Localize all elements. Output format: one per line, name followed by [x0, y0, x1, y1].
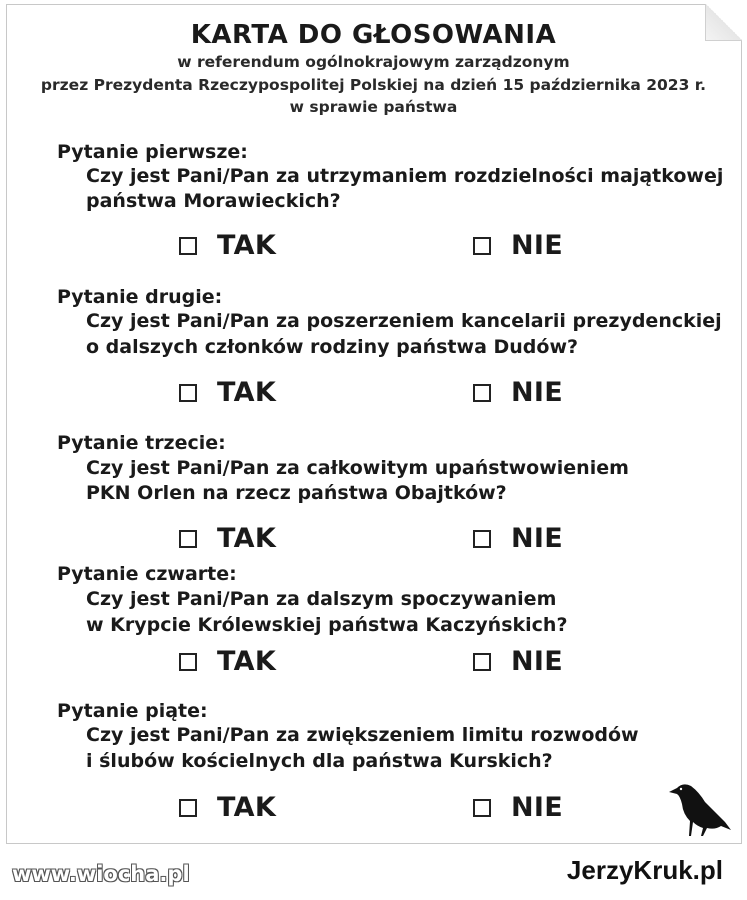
- no-label: NIE: [511, 230, 563, 261]
- question-1-yes-option[interactable]: [179, 230, 276, 261]
- checkbox-icon[interactable]: [179, 237, 197, 255]
- ballot-subtitle-line3: w sprawie państwa: [289, 98, 458, 116]
- question-4-text-line1: Czy jest Pani/Pan za dalszym spoczywaniem: [86, 588, 557, 610]
- checkbox-icon[interactable]: [179, 799, 197, 817]
- question-1-no-option[interactable]: [473, 230, 563, 261]
- question-3-yes-option[interactable]: [179, 523, 276, 554]
- no-label: NIE: [511, 523, 563, 554]
- question-5-no-option[interactable]: [473, 792, 563, 823]
- checkbox-icon[interactable]: [179, 530, 197, 548]
- question-2-text-line1: Czy jest Pani/Pan za poszerzeniem kancelarii prezydenckiej: [86, 310, 722, 332]
- question-5-label: Pytanie piąte:: [57, 700, 208, 722]
- question-3-label: Pytanie trzecie:: [57, 432, 226, 454]
- checkbox-icon[interactable]: [179, 653, 197, 671]
- question-3-text-line2: PKN Orlen na rzecz państwa Obajtków?: [86, 482, 507, 504]
- question-5-text-line1: Czy jest Pani/Pan za zwiększeniem limitu rozwodów: [86, 724, 639, 746]
- question-4-label: Pytanie czwarte:: [57, 563, 237, 585]
- yes-label: TAK: [217, 377, 277, 408]
- question-4-text-line2: w Krypcie Królewskiej państwa Kaczyńskich?: [86, 614, 568, 636]
- no-label: NIE: [511, 377, 563, 408]
- question-1-text-line2: państwa Morawieckich?: [86, 190, 341, 212]
- checkbox-icon[interactable]: [179, 384, 197, 402]
- checkbox-icon[interactable]: [473, 384, 491, 402]
- ballot-subtitle-line1: w referendum ogólnokrajowym zarządzonym: [177, 53, 570, 71]
- question-3-no-option[interactable]: [473, 523, 563, 554]
- question-2-no-option[interactable]: [473, 377, 563, 408]
- question-4-no-option[interactable]: [473, 646, 563, 677]
- crow-icon: [663, 778, 733, 840]
- watermark-wiocha: www.wiocha.pl: [12, 862, 190, 886]
- question-3-text-line1: Czy jest Pani/Pan za całkowitym upaństwowieniem: [86, 457, 629, 479]
- ballot-title: KARTA DO GŁOSOWANIA: [190, 20, 557, 50]
- no-label: NIE: [511, 792, 563, 823]
- question-5-yes-option[interactable]: [179, 792, 276, 823]
- no-label: NIE: [511, 646, 563, 677]
- question-1-label: Pytanie pierwsze:: [57, 141, 248, 163]
- yes-label: TAK: [217, 230, 277, 261]
- checkbox-icon[interactable]: [473, 799, 491, 817]
- checkbox-icon[interactable]: [473, 237, 491, 255]
- yes-label: TAK: [217, 646, 277, 677]
- yes-label: TAK: [217, 523, 277, 554]
- watermark-jerzykruk: JerzyKruk.pl: [566, 855, 723, 885]
- question-4-yes-option[interactable]: [179, 646, 276, 677]
- yes-label: TAK: [217, 792, 277, 823]
- ballot-subtitle-line2: przez Prezydenta Rzeczypospolitej Polskiej na dzień 15 października 2023 r.: [40, 76, 707, 94]
- question-1-text-line1: Czy jest Pani/Pan za utrzymaniem rozdzielności majątkowej: [86, 165, 724, 187]
- checkbox-icon[interactable]: [473, 530, 491, 548]
- question-2-label: Pytanie drugie:: [57, 286, 223, 308]
- question-2-yes-option[interactable]: [179, 377, 276, 408]
- question-5-text-line2: i ślubów kościelnych dla państwa Kurskich?: [86, 750, 553, 772]
- checkbox-icon[interactable]: [473, 653, 491, 671]
- question-2-text-line2: o dalszych członków rodziny państwa Dudów?: [86, 336, 579, 358]
